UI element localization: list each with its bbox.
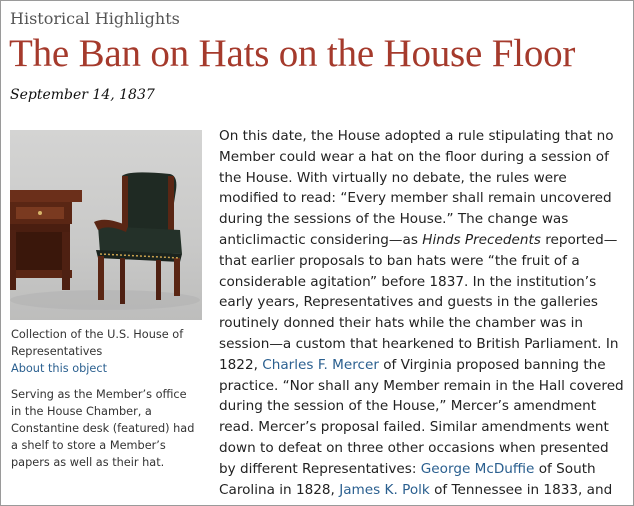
article-line: Member could wear a hat on the floor during a session of <box>219 148 609 165</box>
desk-shape <box>10 190 82 290</box>
text-segment: of Tennessee in 1833, and <box>429 481 613 498</box>
article-line: practice. “Nor shall any Member remain in the Hall covered <box>219 377 624 394</box>
description-line: Constantine desk (featured) had <box>11 422 195 435</box>
text-segment: of Virginia proposed banning the <box>378 356 606 373</box>
text-segment: anticlimactic considering—as <box>219 231 423 248</box>
text-segment: by different Representatives: <box>219 460 421 477</box>
article-line: modified to read: “Every member shall remain uncovered <box>219 190 612 207</box>
about-object-link[interactable]: About this object <box>11 362 108 375</box>
desk-chair-photo[interactable] <box>10 130 202 320</box>
george-mcduffie-link[interactable]: George McDuffie <box>420 460 535 477</box>
photo-description <box>11 386 201 471</box>
chair-shape <box>94 172 182 304</box>
hinds-precedents-title: Hinds Precedents <box>422 231 541 248</box>
credit-line: Representatives <box>11 345 103 358</box>
article-line: that earlier proposals to ban hats were “the fruit of a <box>219 252 580 269</box>
credit-line: Collection of the U.S. House of <box>11 328 184 341</box>
article-line <box>219 355 625 376</box>
article-line: On this date, the House adopted a rule stipulating that no <box>219 128 614 144</box>
article-line: during the sessions of the House.” The change was <box>219 211 569 228</box>
description-line: Serving as the Member’s office <box>11 388 187 401</box>
event-date: September 14, 1837 <box>10 87 155 103</box>
charles-mercer-link[interactable]: Charles F. Mercer <box>262 356 379 373</box>
article-line <box>219 230 625 251</box>
text-segment: Carolina in 1828, <box>219 481 340 498</box>
section-kicker: Historical Highlights <box>10 9 180 28</box>
description-line: in the House Chamber, a <box>11 405 152 418</box>
desk-chair-illustration <box>10 130 202 320</box>
description-line: a shelf to store a Member’s <box>11 439 166 452</box>
article-line <box>219 480 625 501</box>
text-segment: 1822, <box>219 356 263 373</box>
article-line: read. Mercer’s proposal failed. Similar amendments went <box>219 419 609 436</box>
article-line: considerable agitation” before 1837. In the institution’s <box>219 273 597 290</box>
james-polk-link[interactable]: James K. Polk <box>339 481 430 498</box>
article-line: the House. With virtually no debate, the rules were <box>219 169 567 186</box>
article-line: routinely donned their hats while the chamber was in <box>219 315 584 332</box>
article-line <box>219 459 625 480</box>
article-line: session—a custom that hearkened to British Parliament. In <box>219 335 619 352</box>
article-line: early years, Representatives and guests in the galleries <box>219 294 598 311</box>
article-line: down to defeat on three other occasions when presented <box>219 439 609 456</box>
article-line: during the session of the House,” Mercer’s amendment <box>219 398 597 415</box>
text-segment: of South <box>534 460 596 477</box>
article-body <box>219 126 625 500</box>
page-title: The Ban on Hats on the House Floor <box>9 32 576 75</box>
photo-credit <box>11 326 203 377</box>
description-line: papers as well as their hat. <box>11 456 165 469</box>
text-segment: reported— <box>540 231 618 248</box>
